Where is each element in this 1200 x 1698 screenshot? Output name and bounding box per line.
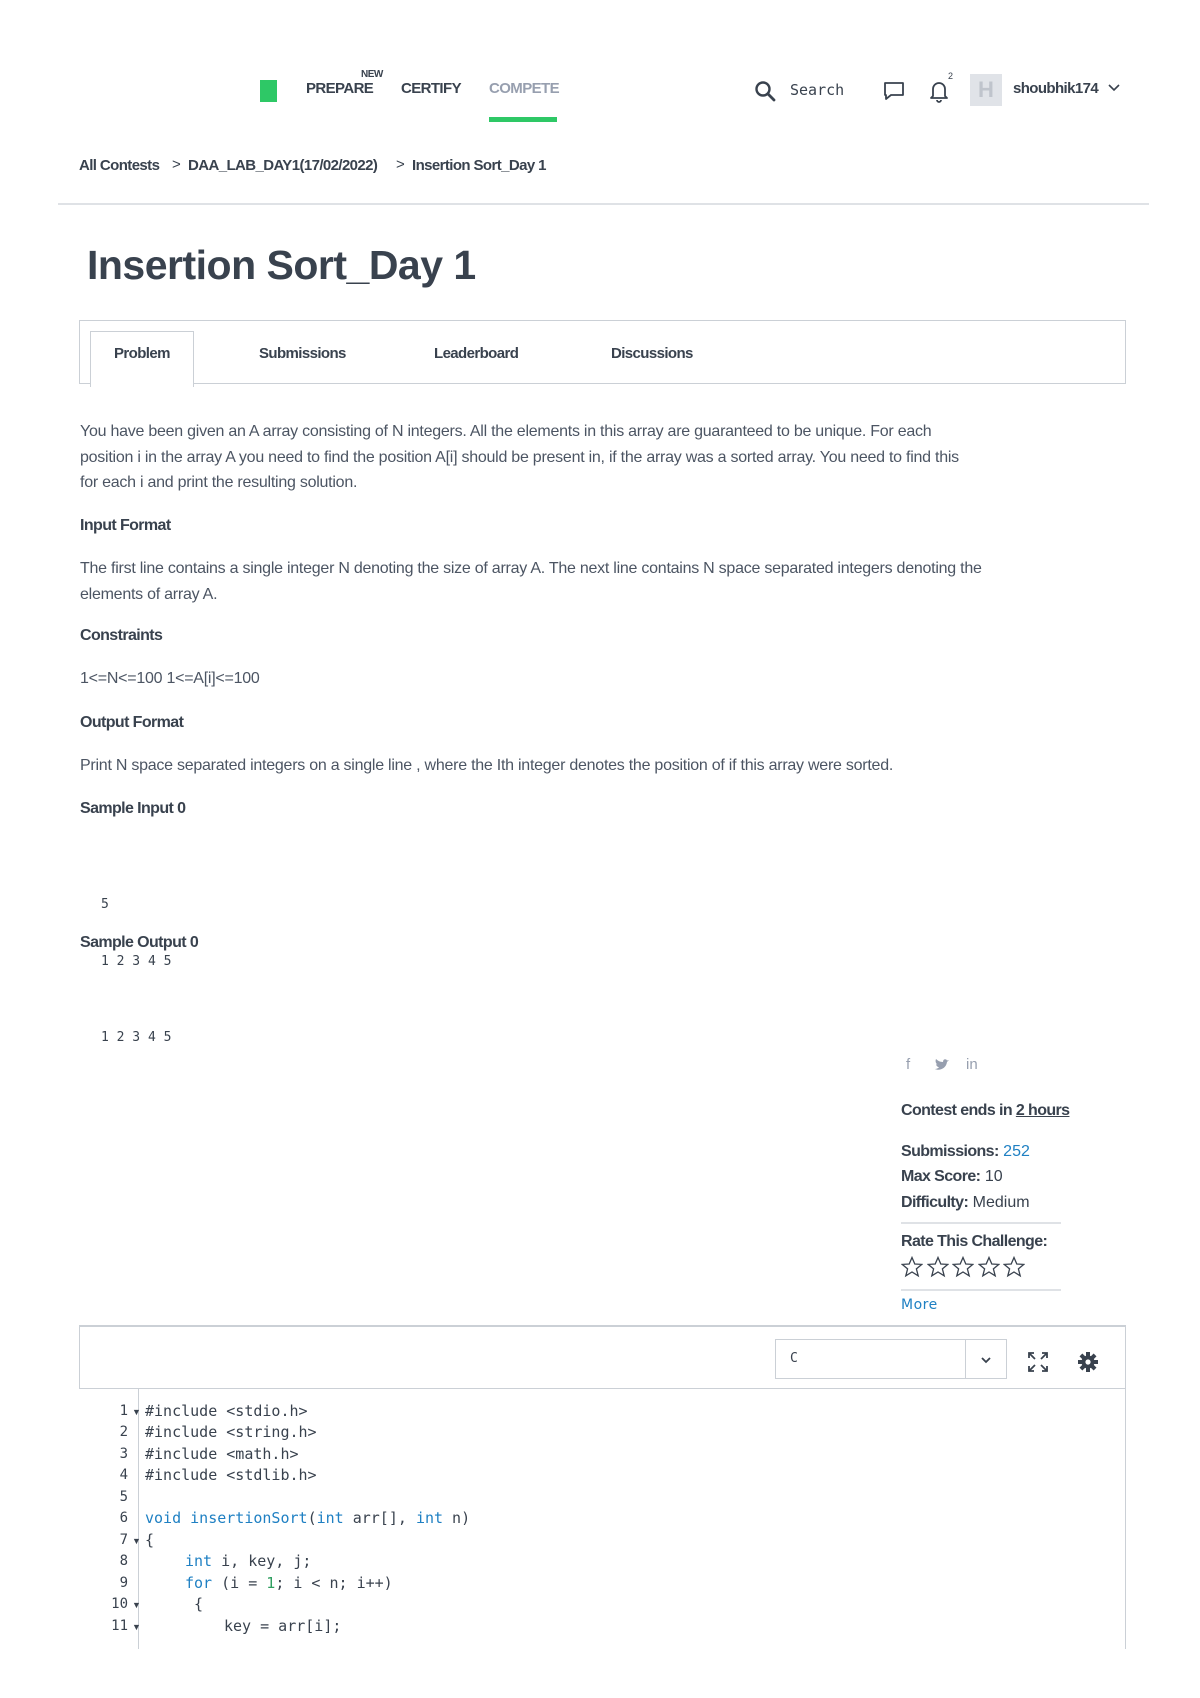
- code-line: {: [145, 1531, 155, 1549]
- username[interactable]: shoubhik174: [1013, 80, 1099, 97]
- code-line: 5: [101, 897, 109, 912]
- chevron-down-icon[interactable]: [980, 1354, 992, 1366]
- code-line: void insertionSort(int arr[], int n): [145, 1509, 471, 1527]
- breadcrumb-all-contests[interactable]: All Contests: [79, 157, 160, 174]
- line-number: 11: [111, 1618, 128, 1634]
- bell-icon[interactable]: [928, 79, 950, 103]
- tab-problem[interactable]: Problem: [114, 345, 170, 362]
- max-score-row: [901, 1168, 1003, 1186]
- page-title: Insertion Sort_Day 1: [87, 242, 476, 288]
- input-format-text: [80, 556, 1130, 607]
- line-number: 2: [119, 1424, 128, 1440]
- code-line: #include <stdlib.h>: [145, 1466, 317, 1484]
- code-line: key = arr[i];: [224, 1617, 342, 1635]
- line-number: 4: [119, 1467, 128, 1483]
- fullscreen-icon[interactable]: [1027, 1351, 1049, 1373]
- tab-submissions[interactable]: Submissions: [259, 345, 346, 362]
- fold-toggle-icon[interactable]: ▼: [132, 1536, 141, 1546]
- code-line: [185, 1552, 311, 1570]
- more-link[interactable]: More: [901, 1297, 938, 1313]
- sample-input-block: [101, 857, 171, 990]
- select-divider: [965, 1339, 966, 1379]
- chat-icon[interactable]: [883, 80, 905, 102]
- code-keyword: void: [145, 1509, 182, 1527]
- nav-prepare[interactable]: PREPARE: [306, 80, 374, 97]
- nav-compete[interactable]: COMPETE: [489, 80, 559, 97]
- new-badge: NEW: [361, 69, 383, 80]
- hackerrank-logo[interactable]: [260, 80, 277, 102]
- submissions-row: [901, 1143, 1030, 1161]
- facebook-icon[interactable]: f: [906, 1056, 911, 1073]
- line-number: 5: [119, 1489, 128, 1505]
- submissions-label: Submissions:: [901, 1143, 999, 1160]
- code-line: 1 2 3 4 5: [101, 1030, 172, 1045]
- nav-active-indicator: [489, 117, 557, 122]
- fold-toggle-icon[interactable]: ▼: [132, 1622, 141, 1632]
- code-number: 1: [266, 1574, 276, 1592]
- sample-input-heading: Sample Input 0: [80, 800, 186, 817]
- editor-gutter-border: [138, 1389, 139, 1649]
- twitter-icon[interactable]: [934, 1058, 950, 1072]
- contest-ends-value: 2 hours: [1015, 1102, 1070, 1119]
- fold-toggle-icon[interactable]: ▼: [132, 1407, 141, 1417]
- linkedin-icon[interactable]: in: [966, 1056, 978, 1073]
- star-icon[interactable]: [927, 1256, 949, 1278]
- notification-count: 2: [948, 71, 954, 81]
- search-icon[interactable]: [754, 80, 776, 102]
- difficulty-label: Difficulty:: [901, 1194, 969, 1211]
- breadcrumb-separator: >: [396, 156, 405, 173]
- contest-ends: [901, 1102, 1069, 1120]
- text-line: elements of array A.: [80, 585, 218, 603]
- line-number: 1: [119, 1403, 128, 1419]
- code-keyword: int: [415, 1509, 444, 1527]
- constraints-text: 1<=N<=100 1<=A[i]<=100: [80, 670, 260, 687]
- tab-bar: [79, 320, 1126, 384]
- line-number: 7: [119, 1532, 128, 1548]
- breadcrumb-contest[interactable]: DAA_LAB_DAY1(17/02/2022): [188, 157, 378, 174]
- input-format-heading: Input Format: [80, 517, 171, 534]
- max-score-value: 10: [984, 1168, 1003, 1185]
- breadcrumb-challenge: Insertion Sort_Day 1: [412, 157, 546, 174]
- fold-toggle-icon[interactable]: ▼: [132, 1600, 141, 1610]
- tab-leaderboard[interactable]: Leaderboard: [434, 345, 519, 362]
- code-line: #include <string.h>: [145, 1423, 317, 1441]
- code-keyword: int: [185, 1552, 213, 1570]
- language-value: C: [790, 1351, 798, 1366]
- difficulty-row: [901, 1194, 1030, 1212]
- code-function-name: insertionSort: [190, 1509, 308, 1527]
- header-divider: [58, 203, 1149, 205]
- code-line: #include <math.h>: [145, 1445, 299, 1463]
- code-text: ; i < n; i++): [275, 1574, 393, 1592]
- breadcrumb-separator: >: [172, 156, 181, 173]
- code-line: {: [194, 1595, 204, 1613]
- line-number: 9: [119, 1575, 128, 1591]
- code-keyword: int: [316, 1509, 344, 1527]
- star-icon[interactable]: [901, 1256, 923, 1278]
- sidebar-divider: [901, 1222, 1061, 1224]
- gear-icon[interactable]: [1077, 1351, 1099, 1373]
- avatar[interactable]: H: [970, 74, 1002, 106]
- code-text: (i =: [212, 1574, 267, 1592]
- code-line: 1 2 3 4 5: [101, 954, 172, 969]
- code-text: n): [443, 1509, 471, 1527]
- code-keyword: for: [185, 1574, 213, 1592]
- constraints-heading: Constraints: [80, 627, 163, 644]
- sample-output-heading: Sample Output 0: [80, 934, 199, 951]
- code-line: #include <stdio.h>: [145, 1402, 308, 1420]
- chevron-down-icon[interactable]: [1106, 80, 1122, 96]
- sidebar-divider: [901, 1289, 1061, 1291]
- submissions-count[interactable]: 252: [1003, 1143, 1030, 1160]
- text-line: for each i and print the resulting solution.: [80, 474, 358, 491]
- max-score-label: Max Score:: [901, 1168, 981, 1185]
- sample-output-block: [101, 990, 171, 1066]
- problem-intro: [80, 419, 1130, 496]
- line-number: 10: [111, 1596, 128, 1612]
- code-text: arr[],: [343, 1509, 416, 1527]
- star-icon[interactable]: [978, 1256, 1000, 1278]
- output-format-heading: Output Format: [80, 714, 184, 731]
- output-format-text: Print N space separated integers on a single line , where the Ith integer denotes the position of if this array were sorted.: [80, 757, 894, 774]
- line-number: 3: [119, 1446, 128, 1462]
- code-text: i, key, j;: [212, 1552, 312, 1570]
- tab-discussions[interactable]: Discussions: [611, 345, 693, 362]
- text-line: position i in the array A you need to find the position A[i] should be present in, if the array was a sorted array. You need to find this: [80, 448, 959, 466]
- nav-certify[interactable]: CERTIFY: [401, 80, 461, 97]
- difficulty-value: Medium: [972, 1194, 1030, 1211]
- line-number: 8: [119, 1553, 128, 1569]
- code-line: [185, 1574, 393, 1592]
- search-input[interactable]: Search: [790, 81, 845, 99]
- text-line: You have been given an A array consisting of N integers. All the elements in this array are guaranteed to be unique. For each: [80, 423, 932, 440]
- star-icon[interactable]: [952, 1256, 974, 1278]
- rate-label: Rate This Challenge:: [901, 1233, 1048, 1250]
- language-select[interactable]: [775, 1339, 1007, 1379]
- text-line: The first line contains a single integer N denoting the size of array A. The next line contains N space separated integers denoting the: [80, 560, 982, 577]
- star-icon[interactable]: [1003, 1256, 1025, 1278]
- contest-ends-label: Contest ends in: [901, 1102, 1013, 1119]
- line-number: 6: [119, 1510, 128, 1526]
